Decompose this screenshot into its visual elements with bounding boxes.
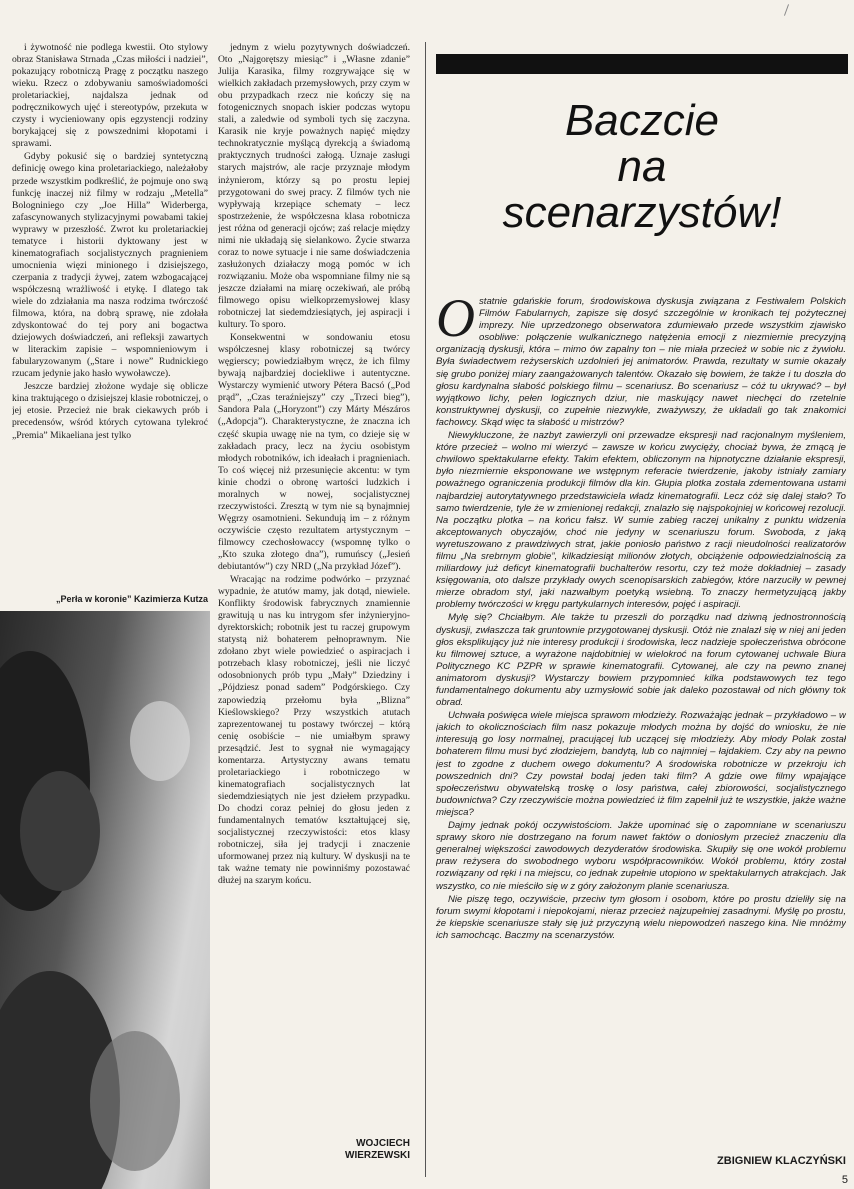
lead-paragraph: Dajmy jednak pokój oczywistościom. Jakże upominać się o zapomniane w scenariuszu sprawy skoro nie dostrzegano na forum nawet faktów o doniosłym przecież znaczeniu dla generalnej większości zawodowych dezyderatów środowiska. Skupiły się one wokół problemu praw reżysera do swobodnego wyboru współpracowników. Wokół problemu, który został rozwiązany od ręki i na miejscu, co jednak zupełnie utopiono w spektakularnych atrakcjach. Jak wszystko, co nie mieściło się w z góry założonym planie scenariusza.: [436, 820, 846, 892]
margin-mark: [784, 4, 789, 16]
byline-left-line: WOJCIECH: [356, 1138, 410, 1149]
header-bar: [436, 54, 848, 74]
lead-paragraph: [436, 296, 846, 429]
lead-paragraph: Niewykluczone, że nazbyt zawierzyli oni przewadze ekspresji nad racjonalnym myśleniem, które przecież – wolno mi wierzyć – zawsze w końcu zwycięży, chociaż bywa, że zmącą je chwilowo spektakularne efekty. Takim efektem, obliczonym na hipnotyczne działanie ekspresji, było niezmiernie eksponowane we wstępnym referacie twierdzenie, jakoby istniały zamiary poważnego ograniczenia produkcji filmów dla kin. Głupia plotka została zdementowana ustami najbardziej autorytatywnego przedstawiciela władz kinematografii. Lecz cóż się dalej stało? To samo twierdzenie, tyle że w zmienionej redakcji, znalazło się najspokojniej w końcowej rezolucji. Na początku plotka – na końcu fałsz. W sumie zabieg raczej unikalny z punktu widzenia akceptowanych obyczajów, choć nie jedyny w scenariuszu forum. Swoboda, z jaką wyretuszowano z prawdziwych strat, jakie poniosło państwo z racji nieudolności realizatorów filmu „Na srebrnym globie”, kilkadziesiąt milionów złotych, obciążenie odpowiedzialnością za miliardowy już deficyt kinematografii buchalterów resortu, czy też może dokładniej – zasady księgowania, oto dalsze przykłady owych scenopisarskich zabiegów, które narzuciły w pewnej mierze obradom styl, jaki nazwałbym poetyką wsiebną. To znaczy hermetyzującą jakby problemy twórczości w kręgu partykularnych interesów, pojęć i aspiracji.: [436, 430, 846, 611]
headline-line: na: [617, 142, 667, 191]
column-1: [12, 42, 208, 590]
article-headline: [436, 98, 848, 236]
col1-paragraph: i żywotność nie podlega kwestii. Oto stylowy obraz Stanisława Strnada „Czas miłości i nadziei”, pokazujący robotniczą Pragę z początku naszego wieku. Rzecz o zdobywaniu samoświadomości proletariackiej, najdalsza jednak od podręcznikowych ujęć i stereotypów, przekuta w czysty i wycieniowany opis egzystencji rodziny borykającej się z powszednimi kłopotami i sprawami.: [12, 42, 208, 150]
col2-paragraph: Konsekwentni w sondowaniu etosu współczesnej klasy robotniczej są twórcy węgierscy; powiedziałbym wręcz, że ich filmy bywają najbardziej dociekliwe i autentyczne. Wystarczy wymienić utwory Pétera Bacsó („Pod prąd”, „Czas teraźniejszy” czy „Trzeci bieg”), Sandora Pala („Horyzont”) czy Márty Mészáros („Adopcja”). Charakterystyczne, że znaczna ich część skupia uwagę nie na tym, co dzieje się w zakładach pracy, lecz na życiu osobistym młodych robotników, ich ideałach i pragnieniach. To coś więcej niż przesunięcie akcentu: w tym kinie chodzi o obronę wartości ludzkich i moralnych w nowej, socjalistycznej rzeczywistości. Zresztą w tym nie są bynajmniej Węgrzy osamotnieni. Sekundują im – z różnym oczywiście często rezultatem artystycznym – filmowcy czechosłowaccy (wspomnę tylko o „Kto szuka złotego dna”), rumuńscy („Jesień debiutantów”) czy NRD („Na przykład Józef”).: [218, 332, 410, 573]
lead-paragraph: Uchwała poświęca wiele miejsca sprawom młodzieży. Rozważając jednak – przykładowo – w jakich to okolicznościach film nasz pokazuje młodych można by dojść do wniosku, że nie interesują go losy normalnej, pracującej lub uczącej się młodzieży. Aby młody Polak został bohaterem filmu musi być złodziejem, bandytą, lub co najmniej – łajdakiem. Czy aby na pewno jest to zgodne z duchem owego dokumentu? A środowiska robotnicze w przekroju ich powszednich dni? Czy powstał bodaj jeden taki film? A gdzie owe filmy wpajające społeczeństwu obywatelską troskę o losy państwa, całej zbiorowości, socjalistycznego budownictwa? Czy rzeczywiście można powiedzieć iż film zapełnił już te wszystkie, jakże ważne miejsca?: [436, 710, 846, 818]
drop-cap: O: [436, 296, 475, 348]
page-number: 5: [841, 1174, 848, 1186]
column-2: [218, 42, 410, 1137]
lead-paragraph-text: statnie gdańskie forum, środowiskowa dyskusja związana z Festiwalem Polskich Filmów Fabularnych, zapisze się dosyć szczególnie w kronikach tej pożytecznej imprezy. Nie uprzedzonego obserwatora zdumiewało przede wszystkim zjawisko osobliwe: połączenie wulkanicznego natężenia emocji z niezmiernie precyzyjną organizacją dyskusji, która – mimo ów zapalny ton – nie miała przecież w sobie nic z żywiołu. Była świadectwem reżyserskich uzdolnień jej animatorów. Prawda, rezultaty w sumie okazały się grubo poniżej miary zaangażowanych talentów. Okazało się bowiem, że także i tu doszła do głosu kardynalna słabość polskiego filmu – scenariusz. Bo scenariusz – cóż tu ukrywać? – był wyjątkowo lichy, pełen logicznych dziur, nie maskujący nawet niechęci do rzetelnie konstruktywnej dyskusji, co zupełnie niezwykłe, zważywszy, że układali go tak znakomici fachowcy. Skąd więc ta słabość u mistrzów?: [436, 296, 846, 428]
byline-left-line: WIERZEWSKI: [345, 1150, 410, 1161]
headline-line: scenarzystów!: [502, 188, 782, 237]
lead-paragraph: Nie piszę tego, oczywiście, przeciw tym głosom i osobom, które po prostu dzieliły się na forum swymi kłopotami i niepokojami, nieraz przecież najzupełniej zasadnymi. Myślę po prostu, że kiepskie scenariusze stały się już przyczyną wielu niepowodzeń naszego kina. Nie mnóżmy ich samochcąc. Baczmy na scenarzystów.: [436, 893, 846, 941]
col2-paragraph: Wracając na rodzime podwórko – przyznać wypadnie, że atutów mamy, jak dotąd, niewiele. Konflikty środowisk fabrycznych znamiennie grawitują u nas ku intrygom sfer inżynieryjno-dyrektorskich; robotnik jest tu raczej grupowym statystą niż bohaterem pełnoprawnym. Nie zdołano zbyt wiele powiedzieć o aspiracjach i potrzebach klasy robotniczej, jeśli nie liczyć odosobnionych prób typu „Mały” Dziedziny i „Pójdziesz ponad sadem” Podgórskiego. Czy zapowiedzią przełomu była „Blizna” Kieślowskiego? Przy wszystkich atutach zaprezentowanej tu postawy twórczej – którą cenię osobiście – nie umiałbym sprawy przesądzić. Jest to sygnał nie wymagający komentarza. Artystyczny awans tematu proletariackiego i robotniczego w kinematografiach socjalistycznych lat siedemdziesiątych nie jest dziełem przypadku. Do chodzi coraz pełniej do głosu jeden z fundamentalnych tematów kształtującej się, socjalistycznej rzeczywistości: etos klasy robotniczej, siła jej tradycji i znaczenie uformowanej przez nią kultury. W dyskusji na te tak ważne tematy nie powinniśmy pozostawać dłużej na szarym końcu.: [218, 574, 410, 887]
col2-paragraph: jednym z wielu pozytywnych doświadczeń. Oto „Najgorętszy miesiąc” i „Własne zdanie” Julija Karasika, filmy rozgrywające się w wielkich zakładach przemysłowych, przy czym w obu przypadkach rzecz nie kończy się na fotogenicznych snopach iskier podczas wytopu stali, a zaledwie od symboli tych się zaczyna. Karasik nie kryje poważnych napięć między technokratycznie myślącą dyrekcją a świadomą praktycznych trudności załogą. Uznaje zasługi starych majstrów, ale racje przyznaje młodym inżynierom, którzy są po prostu lepiej przygotowani do swej pracy. Z filmów tych nie wypływają krzepiące schematy – lecz spostrzeżenie, że współczesna klasa robotnicza jest różna od generacji ojców; zaś relacje między nimi nie układają się sielankowo. Życie stwarza coraz to nowe sytuacje i nie same doświadczenia zasłużonych działaczy mogą pomóc w ich rozwiązaniu. Może oba wspomniane filmy nie są jeszcze działami na miarę oczekiwań, ale próbą filmowego opisu wielkoprzemysłowej klasy robotniczej lat siedemdziesiątych, jej aspiracji i kultury. To sporo.: [218, 42, 410, 331]
byline-left: [340, 1138, 410, 1162]
byline-right: ZBIGNIEW KLACZYŃSKI: [717, 1155, 846, 1167]
article-body: [436, 296, 846, 1151]
lead-paragraph: Mylę się? Chciałbym. Ale także tu przeszli do porządku nad dziwną jednostronnością dyskusji, zwłaszcza tak gruntownie przygotowanej dyskusji. Otóż nie znalazł się w niej ani jeden głos eksplikujący już nie interesy produkcji i środowiska, lecz nadzieje społeczeństwa obrócone ku filmowej sztuce, a wyrażone najdobitniej w wielokroć na forum cytowanej uchwale Biura Politycznego KC PZPR w sprawie kinematografii. Cytowanej, ale czy na pewno znanej animatorom dyskusji? Wystarczy bowiem przypomnieć kilka podstawowych tez tego fundamentalnego dokumentu aby uzmysłowić sobie jak daleko pozostawał od nich główny tok obrad.: [436, 612, 846, 709]
col1-paragraph: Gdyby pokusić się o bardziej syntetyczną definicję owego kina proletariackiego, należałoby przede wszystkim podkreślić, że pojmuje ono swą funkcję inaczej niż filmy w rodzaju „Metella” Bologniniego czy „Joe Hilla” Widerberga, zafascynowanych stylizacyjnymi powabami takiej wyprawy w przeszłość. Zwrot ku proletariackiej tematyce i historii dyktowany jest w kinematografiach socjalistycznych pragnieniem umocnienia więzi minionego i dzisiejszego, czerpania z tradycji żywej, zatem wzbogacającej współczesną wrażliwość i etykę. I dlatego tak wiele do zdziałania ma nasza rodzima twórczość filmowa, która, na dobrą sprawę, nie zdołała zdyskontować do tej pory ani bogactwa dziejowych doświadczeń, ani refleksji zawartych w literackim zapisie – wspomnieniowym i fabularyzowanym („Stare i nowe” Rudnickiego rzucam jedynie jako hasło wywoławcze).: [12, 151, 208, 380]
photo-caption: „Perła w koronie” Kazimierza Kutza: [55, 594, 208, 604]
column-divider: [425, 42, 426, 1177]
film-still-photo: [0, 611, 210, 1189]
col1-paragraph: Jeszcze bardziej złożone wydaje się oblicze kina traktującego o dzisiejszej klasie robotniczej, o jej etosie. Przecież nie brak ciekawych prób i precedensów, wśród których cytowana tylekroć „Premia” Mikaeliana jest tylko: [12, 381, 208, 441]
headline-line: Baczcie: [564, 96, 720, 145]
